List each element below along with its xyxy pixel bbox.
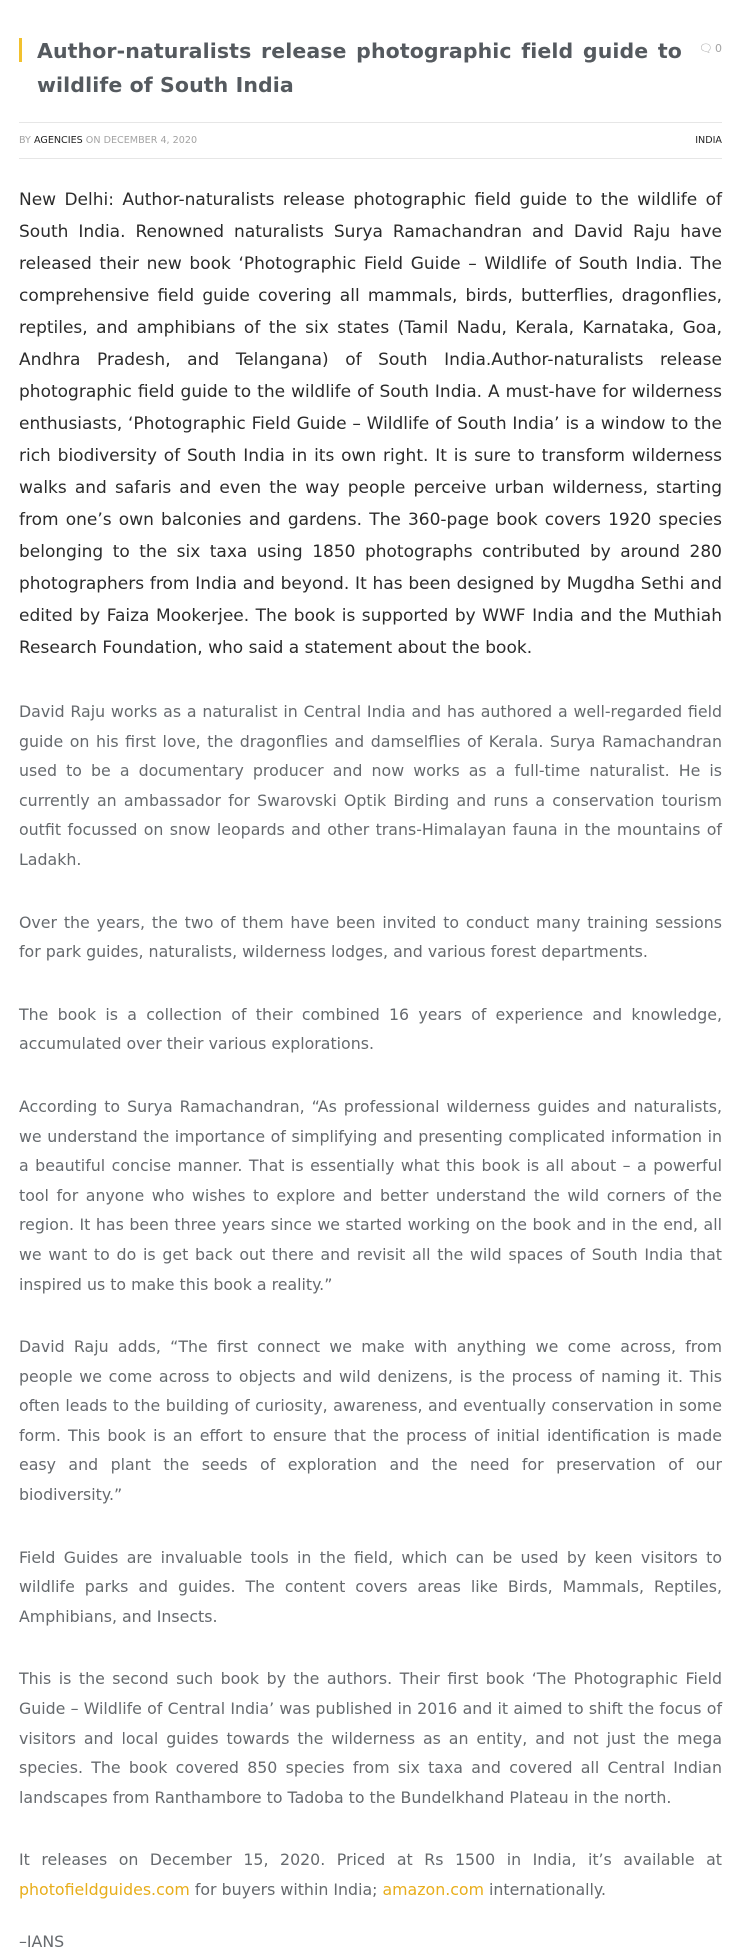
lead-paragraph: New Delhi: Author-naturalists release photographic field guide to the wildlife of South India. Renowned naturalists Surya Ramachandran and David Raju have released their new book ‘Photographic Field Guide – Wildlife of South India. The comprehensive field guide covering all mammals, birds, butterflies, dragonflies, reptiles, and amphibians of the six states (Tamil Nadu, Kerala, Karnataka, Goa, Andhra Pradesh, and Telangana) of South India.Author-naturalists release photographic field guide to the wildlife of South India. A must-have for wilderness enthusiasts, ‘Photographic Field Guide – Wildlife of South India’ is a window to the rich biodiversity of South India in its own right. It is sure to transform wilderness walks and safaris and even the way people perceive urban wilderness, starting from one’s own balconies and gardens. The 360-page book covers 1920 species belonging to the six taxa using 1850 photographs contributed by around 280 photographers from India and beyond. It has been designed by Mugdha Sethi and edited by Faiza Mookerjee. The book is supported by WWF India and the Muthiah Research Foundation, who said a statement about the book. (19, 190, 722, 658)
body-paragraph: David Raju adds, “The first connect we make with anything we come across, from people we come across to objects and wild denizens, is the process of naming it. This often leads to the building of curiosity, awareness, and eventually conservation in some form. This book is an effort to ensure that the process of initial identification is made easy and plant the seeds of exploration and the need for preservation of our biodiversity.” (19, 1337, 722, 1505)
publish-date: DECEMBER 4, 2020 (103, 135, 198, 146)
body-paragraph: Field Guides are invaluable tools in the field, which can be used by keen visitors to wildlife parks and guides. The content covers areas like Birds, Mammals, Reptiles, Amphibians, and Insects. (19, 1547, 722, 1626)
availability-text: It releases on December 15, 2020. Priced at Rs 1500 in India, it’s available at (19, 1850, 722, 1870)
title-accent-bar (19, 38, 22, 62)
category-link[interactable]: INDIA (695, 135, 722, 146)
article-meta (19, 122, 722, 159)
availability-text-middle: for buyers within India; (189, 1880, 383, 1899)
article-title: Author-naturalists release photographic field guide to wildlife of South India (37, 39, 682, 97)
byline (19, 135, 197, 146)
body-paragraph: David Raju works as a naturalist in Central India and has authored a well-regarded field guide on his first love, the dragonflies and damselflies of Kerala. Surya Ramachandran used to be a documentary producer and now works as a full-time naturalist. He is currently an ambassador for Swarovski Optik Birding and runs a conservation tourism outfit focussed on snow leopards and other trans-Himalayan fauna in the mountains of Ladakh. (19, 702, 722, 869)
author-link[interactable]: AGENCIES (33, 135, 83, 146)
article (19, 34, 722, 1957)
availability-text-end: internationally. (483, 1880, 607, 1899)
title-row (19, 34, 722, 102)
amazon-link[interactable]: amazon.com (382, 1880, 484, 1899)
comment-count: 0 (715, 42, 722, 55)
comment-bubble-icon: 🗨 (699, 42, 713, 55)
photofieldguides-link[interactable]: photofieldguides.com (19, 1880, 190, 1899)
body-paragraph: This is the second such book by the authors. Their first book ‘The Photographic Field Guide – Wildlife of Central India’ was published in 2016 and it aimed to shift the focus of visitors and local guides towards the wilderness as an entity, and not just the mega species. The book covered 850 species from six taxa and covered all Central Indian landscapes from Ranthambore to Tadoba to the Bundelkhand Plateau in the north. (19, 1669, 722, 1807)
body-paragraph: Over the years, the two of them have been invited to conduct many training sessions for park guides, naturalists, wilderness lodges, and various forest departments. (19, 912, 722, 962)
comments-link[interactable] (699, 42, 722, 55)
signature: –IANS (19, 1931, 65, 1951)
by-label: BY (19, 135, 31, 146)
body-paragraph: According to Surya Ramachandran, “As professional wilderness guides and naturalists, we understand the importance of simplifying and presenting complicated information in a beautiful concise manner. That is essentially what this book is all about – a powerful tool for anyone who wishes to explore and better understand the wild corners of the region. It has been three years since we started working on the book and in the end, all we want to do is get back out there and revisit all the wild spaces of South India that inspired us to make this book a reality.” (19, 1096, 722, 1294)
availability-paragraph (19, 1845, 722, 1904)
on-label: ON (85, 135, 101, 146)
body-paragraph: The book is a collection of their combined 16 years of experience and knowledge, accumulated over their various explorations. (19, 1004, 722, 1054)
